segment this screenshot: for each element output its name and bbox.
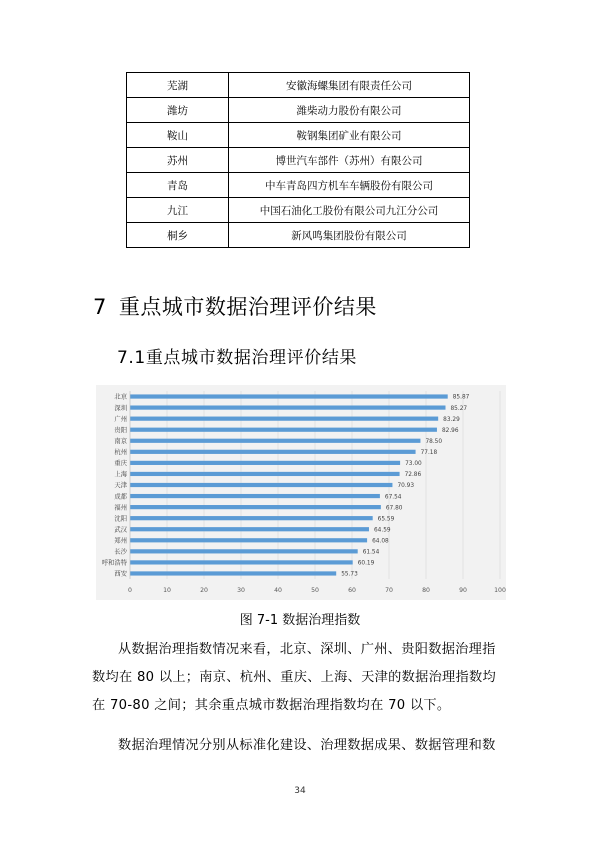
- table-row: [127, 173, 470, 198]
- bar: [130, 538, 367, 542]
- bar: [130, 527, 369, 531]
- category-label: 上海: [114, 471, 127, 479]
- category-label: 贵阳: [114, 426, 127, 434]
- category-label: 重庆: [114, 460, 127, 468]
- value-label: 85.27: [450, 405, 468, 412]
- x-tick-label: 100: [494, 587, 506, 594]
- company-cell: 博世汽车部件（苏州）有限公司: [229, 148, 470, 173]
- bar: [130, 428, 437, 432]
- value-label: 67.80: [385, 505, 403, 512]
- table-body: [127, 73, 470, 248]
- city-cell: 芜湖: [127, 73, 229, 98]
- city-cell: 苏州: [127, 148, 229, 173]
- bar: [130, 505, 381, 509]
- value-label: 64.08: [372, 538, 389, 545]
- paragraph-line: 从数据治理指数情况来看，北京、深圳、广州、贵阳数据治理指: [118, 642, 496, 657]
- city-cell: 潍坊: [127, 98, 229, 123]
- x-tick-label: 70: [385, 587, 393, 594]
- value-label: 73.00: [405, 461, 422, 468]
- company-table: [126, 72, 470, 248]
- category-label: 武汉: [114, 526, 127, 534]
- value-label: 64.59: [373, 527, 391, 534]
- x-tick-label: 90: [459, 587, 467, 594]
- paragraph-2: [92, 732, 512, 760]
- company-cell: 中车青岛四方机车车辆股份有限公司: [229, 173, 470, 198]
- page-number: 34: [294, 786, 306, 796]
- company-cell: 新风鸣集团股份有限公司: [229, 223, 470, 248]
- category-label: 天津: [114, 482, 127, 490]
- category-label: 福州: [114, 504, 127, 512]
- section-heading: [93, 291, 377, 321]
- company-cell: 中国石油化工股份有限公司九江分公司: [229, 198, 470, 223]
- category-label: 呼和浩特: [101, 559, 127, 567]
- bar: [130, 516, 373, 520]
- paragraph-line: 在 70-80 之间；其余重点城市数据治理指数均在 70 以下。: [92, 698, 451, 713]
- company-cell: 潍柴动力股份有限公司: [229, 98, 470, 123]
- city-cell: 九江: [127, 198, 229, 223]
- category-label: 沈阳: [114, 515, 127, 523]
- city-cell: 青岛: [127, 173, 229, 198]
- x-tick-label: 40: [274, 587, 282, 594]
- table-row: [127, 198, 470, 223]
- value-label: 85.87: [452, 394, 470, 401]
- value-label: 77.18: [420, 450, 438, 457]
- x-tick-label: 80: [422, 587, 430, 594]
- value-label: 72.86: [404, 472, 422, 479]
- bar: [130, 472, 400, 476]
- figure-caption: 图 7-1 数据治理指数: [239, 613, 361, 628]
- bar: [130, 450, 416, 454]
- x-tick-label: 0: [128, 587, 132, 594]
- paragraph-line: 数据治理情况分别从标准化建设、治理数据成果、数据管理和数: [118, 738, 496, 753]
- table-row: [127, 73, 470, 98]
- category-label: 杭州: [114, 449, 127, 457]
- paragraph-1: [92, 636, 512, 720]
- category-label: 深圳: [114, 404, 127, 412]
- category-label: 南京: [114, 437, 127, 445]
- value-label: 82.96: [441, 427, 459, 434]
- bar: [130, 494, 380, 498]
- x-tick-label: 30: [237, 587, 245, 594]
- data-governance-chart: [96, 385, 506, 600]
- chart-svg: [96, 385, 506, 600]
- value-label: 65.59: [377, 516, 395, 523]
- bar: [130, 549, 358, 553]
- value-label: 70.93: [397, 483, 415, 490]
- value-label: 78.50: [425, 438, 443, 445]
- x-tick-label: 20: [200, 587, 208, 594]
- value-label: 55.73: [341, 571, 358, 578]
- section-title: 重点城市数据治理评价结果: [118, 295, 377, 319]
- bar: [130, 394, 448, 398]
- company-cell: 安徽海螺集团有限责任公司: [229, 73, 470, 98]
- table-row: [127, 148, 470, 173]
- x-tick-label: 60: [348, 587, 356, 594]
- value-label: 67.54: [384, 494, 402, 501]
- table-row: [127, 98, 470, 123]
- x-tick-label: 50: [311, 587, 319, 594]
- category-label: 广州: [114, 415, 127, 423]
- value-label: 83.29: [443, 416, 460, 423]
- company-cell: 鞍钢集团矿业有限公司: [229, 123, 470, 148]
- bar: [130, 417, 438, 421]
- bar: [130, 483, 392, 487]
- bar: [130, 560, 353, 564]
- value-label: 60.19: [357, 560, 375, 567]
- bar: [130, 439, 420, 443]
- bar: [130, 461, 400, 465]
- table-row: [127, 223, 470, 248]
- value-label: 61.54: [362, 549, 380, 556]
- category-label: 北京: [114, 393, 127, 401]
- bar: [130, 405, 445, 409]
- category-label: 成都: [114, 493, 127, 501]
- city-cell: 鞍山: [127, 123, 229, 148]
- section-number: 7: [93, 295, 107, 319]
- subsection-heading: 7.1重点城市数据治理评价结果: [117, 348, 358, 368]
- category-label: 长沙: [114, 548, 127, 556]
- paragraph-line: 数均在 80 以上；南京、杭州、重庆、上海、天津的数据治理指数均: [92, 670, 497, 685]
- table-row: [127, 123, 470, 148]
- x-tick-label: 10: [163, 587, 171, 594]
- category-label: 郑州: [114, 537, 127, 545]
- city-cell: 桐乡: [127, 223, 229, 248]
- category-label: 西安: [114, 570, 127, 578]
- bar: [130, 571, 336, 575]
